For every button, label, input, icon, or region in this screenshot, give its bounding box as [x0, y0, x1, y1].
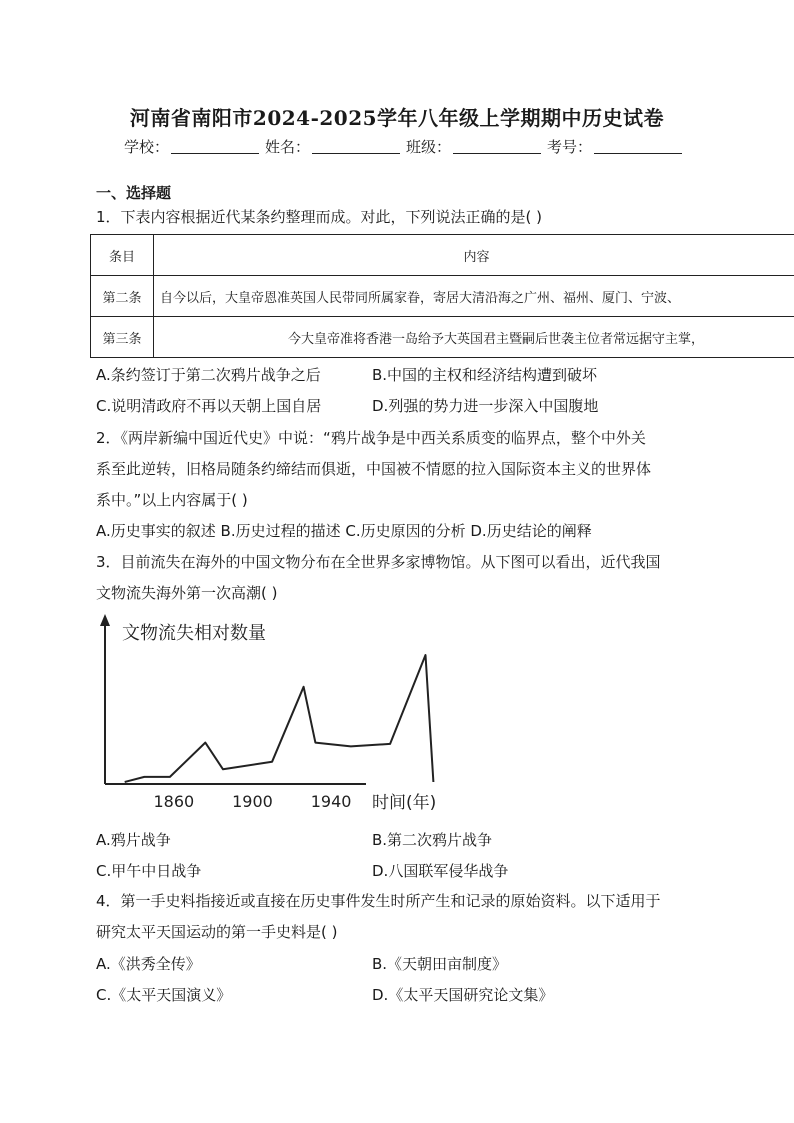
q3-option-d[interactable]: D.八国联军侵华战争: [372, 862, 509, 880]
table-header-cell: 内容: [154, 235, 794, 276]
class-label: 班级：: [406, 138, 452, 156]
table-cell: 第二条: [91, 276, 154, 317]
q4-option-b[interactable]: B.《天朝田亩制度》: [372, 955, 508, 973]
q2-options[interactable]: A.历史事实的叙述 B.历史过程的描述 C.历史原因的分析 D.历史结论的阐释: [96, 522, 592, 540]
chart-x-tick-label: 1860: [153, 792, 195, 811]
q2-stem-line2: 系至此逆转，旧格局随条约缔结而俱逝，中国被不情愿的拉入国际资本主义的世界体: [96, 460, 652, 478]
section-heading: 一、选择题: [96, 184, 172, 202]
table-row: [91, 276, 794, 317]
q1-option-b[interactable]: B.中国的主权和经济结构遭到破坏: [372, 366, 598, 384]
chart-x-tick-label: 1940: [310, 792, 352, 811]
school-label: 学校：: [124, 138, 170, 156]
chart-x-label: 时间(年): [372, 793, 437, 813]
name-blank[interactable]: [312, 139, 400, 154]
q3-option-c[interactable]: C.甲午中日战争: [96, 862, 202, 880]
chart-x-tick-label: 1900: [232, 792, 273, 811]
table-cell: 第三条: [91, 317, 154, 358]
q3-stem-line1: 3．目前流失在海外的中国文物分布在全世界多家博物馆。从下图可以看出，近代我国: [96, 553, 661, 571]
table-row: [91, 235, 794, 276]
q4-stem-line1: 4．第一手史料指接近或直接在历史事件发生时所产生和记录的原始资料。以下适用于: [96, 892, 661, 910]
q4-option-a[interactable]: A.《洪秀全传》: [96, 955, 201, 973]
table-header-cell: 条目: [91, 235, 154, 276]
q3-stem-line2: 文物流失海外第一次高潮( ): [96, 584, 278, 602]
q1-option-a[interactable]: A.条约签订于第二次鸦片战争之后: [96, 366, 321, 384]
relics-loss-chart: [94, 612, 464, 822]
chart-y-axis-arrow: [100, 614, 110, 626]
table-row: [91, 317, 794, 358]
exam-no-blank[interactable]: [594, 139, 682, 154]
q4-stem-line2: 研究太平天国运动的第一手史料是( ): [96, 923, 338, 941]
q1-option-d[interactable]: D.列强的势力进一步深入中国腹地: [372, 397, 599, 415]
q4-option-c[interactable]: C.《太平天国演义》: [96, 986, 232, 1004]
treaty-table: [90, 234, 794, 358]
chart-x-ticks: [153, 792, 351, 811]
class-blank[interactable]: [453, 139, 541, 154]
student-info-row: [124, 136, 688, 157]
q1-option-c[interactable]: C.说明清政府不再以天朝上国自居: [96, 397, 322, 415]
q2-stem-line3: 系中。”以上内容属于( ): [96, 491, 248, 509]
q3-option-b[interactable]: B.第二次鸦片战争: [372, 831, 493, 849]
chart-title: 文物流失相对数量: [122, 623, 266, 644]
name-label: 姓名：: [265, 138, 311, 156]
exam-no-label: 考号：: [547, 138, 593, 156]
chart-series-line: [125, 655, 434, 782]
q2-stem-line1: 2．《两岸新编中国近代史》中说：“鸦片战争是中西关系质变的临界点，整个中外关: [96, 429, 646, 447]
q3-option-a[interactable]: A.鸦片战争: [96, 831, 171, 849]
table-cell: 今大皇帝准将香港一岛给予大英国君主暨嗣后世袭主位者常远据守主掌，: [154, 317, 794, 358]
table-cell: 自今以后，大皇帝恩准英国人民带同所属家眷，寄居大清沿海之广州、福州、厦门、宁波、: [154, 276, 794, 317]
school-blank[interactable]: [171, 139, 259, 154]
q4-option-d[interactable]: D.《太平天国研究论文集》: [372, 986, 554, 1004]
exam-title: 河南省南阳市2024-2025学年八年级上学期期中历史试卷: [129, 106, 665, 130]
q1-stem: 1．下表内容根据近代某条约整理而成。对此，下列说法正确的是( ): [96, 208, 543, 226]
